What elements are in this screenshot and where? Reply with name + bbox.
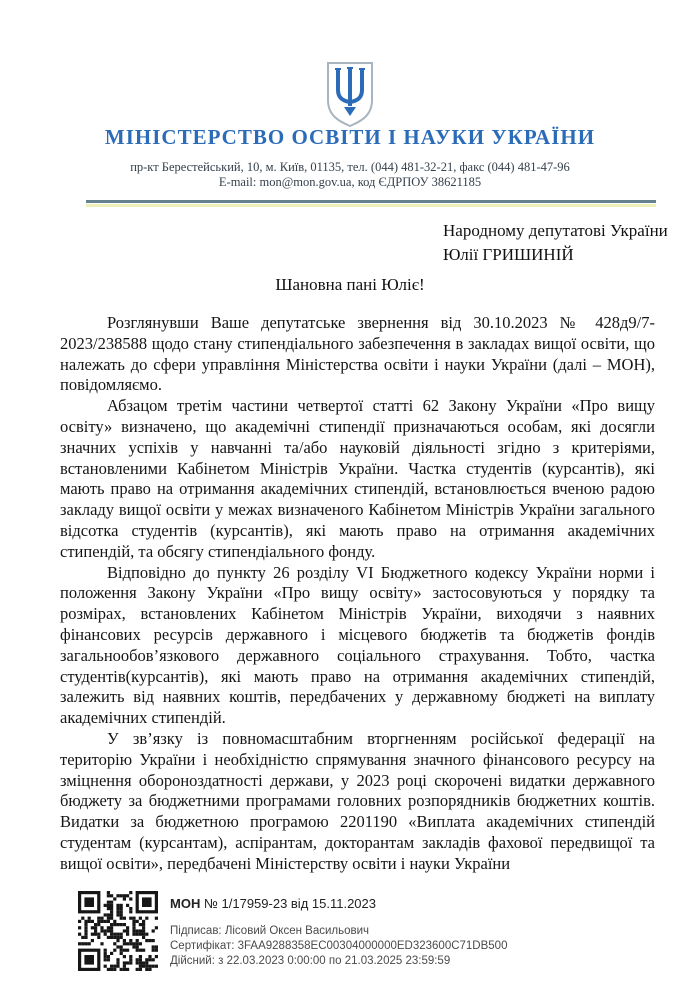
paragraph-3: Відповідно до пункту 26 розділу VI Бюджетного кодексу України норми і положення Закону України «Про вищу освіту» застосовуються у порядку та розмірах, встановлених Кабінетом Міністрів України, виходячи з наявних фінансових ресурсів державного і місцевого бюджетів та бюджетів фондів загальнообов’язкового державного соціального страхування. Тобто, частка студентів(курсантів), які мають право на отримання академічних стипендій, залежить від наявних коштів, передбачених у державному бюджеті на виплату академічних стипендій. bbox=[60, 562, 655, 728]
salutation: Шановна пані Юліє! bbox=[275, 275, 425, 294]
signer-line: Підписав: Лісовий Оксен Васильович bbox=[170, 925, 370, 937]
signature-details bbox=[170, 924, 507, 969]
ministry-title: МІНІСТЕРСТВО ОСВІТИ І НАУКИ УКРАЇНИ bbox=[104, 125, 596, 149]
ukraine-trident-emblem-icon bbox=[0, 60, 700, 128]
ministry-email-line: E-mail: mon@mon.gov.ua, код ЄДРПОУ 38621185 bbox=[218, 175, 482, 189]
header-contact-block bbox=[0, 160, 700, 190]
header-divider bbox=[86, 200, 656, 207]
validity-line: Дійсний: з 22.03.2023 0:00:00 по 21.03.2025 23:59:59 bbox=[170, 955, 451, 967]
document-reference-org: МОН bbox=[170, 896, 201, 911]
certificate-line: Сертифікат: 3FAA9288358EC00304000000ED323600C71DB500 bbox=[170, 940, 508, 952]
recipient-title: Народному депутатові України bbox=[443, 221, 668, 240]
qr-code bbox=[78, 891, 158, 971]
paragraph-2: Абзацом третім частини четвертої статті 62 Закону України «Про вищу освіту» визначено, що академічні стипендії призначаються особам, які досягли значних успіхів у навчанні та/або науковій діяльності згідно з критеріями, встановленими Кабінетом Міністрів України. Частка студентів (курсантів), які мають право на отримання академічних стипендій, встановлюється вченою радою закладу вищої освіти у межах визначеного Кабінетом Міністрів України загального відсотка студентів (курсантів), які мають право на отримання академічних стипендій, та обсягу стипендіального фонду. bbox=[60, 396, 655, 561]
ministry-address: пр-кт Берестейський, 10, м. Київ, 01135, тел. (044) 481-32-21, факс (044) 481-47-96 bbox=[130, 160, 570, 174]
recipient-block bbox=[443, 219, 668, 267]
paragraph-1: Розглянувши Ваше депутатське звернення від 30.10.2023 № 428д9/7-2023/238588 щодо стану стипендіального забезпечення в закладах вищої освіти, що належать до сфери управління Міністерства освіти і науки України (далі – МОН), повідомляємо. bbox=[60, 313, 655, 395]
letter-body bbox=[60, 313, 655, 875]
divider-yellow-line bbox=[86, 204, 656, 207]
recipient-name: Юлії ГРИШИНІЙ bbox=[443, 245, 574, 264]
document-reference bbox=[170, 896, 507, 911]
divider-blue-line bbox=[86, 200, 656, 203]
document-reference-number: № 1/17959-23 від 15.11.2023 bbox=[200, 896, 376, 911]
signature-stamp bbox=[170, 896, 507, 969]
paragraph-4: У зв’язку із повномасштабним вторгненням російської федерації на територію України і необхідністю спрямування значного фінансового ресурсу на зміцнення обороноздатності держави, у 2023 році скорочені видатки державного бюджету за бюджетними програмами головних розпорядників бюджетних коштів. Видатки за бюджетною програмою 2201190 «Виплата академічних стипендій студентам (курсантам), аспірантам, докторантам закладів фахової передвищої та вищої освіти», передбачені Міністерству освіти і науки України bbox=[60, 728, 655, 873]
